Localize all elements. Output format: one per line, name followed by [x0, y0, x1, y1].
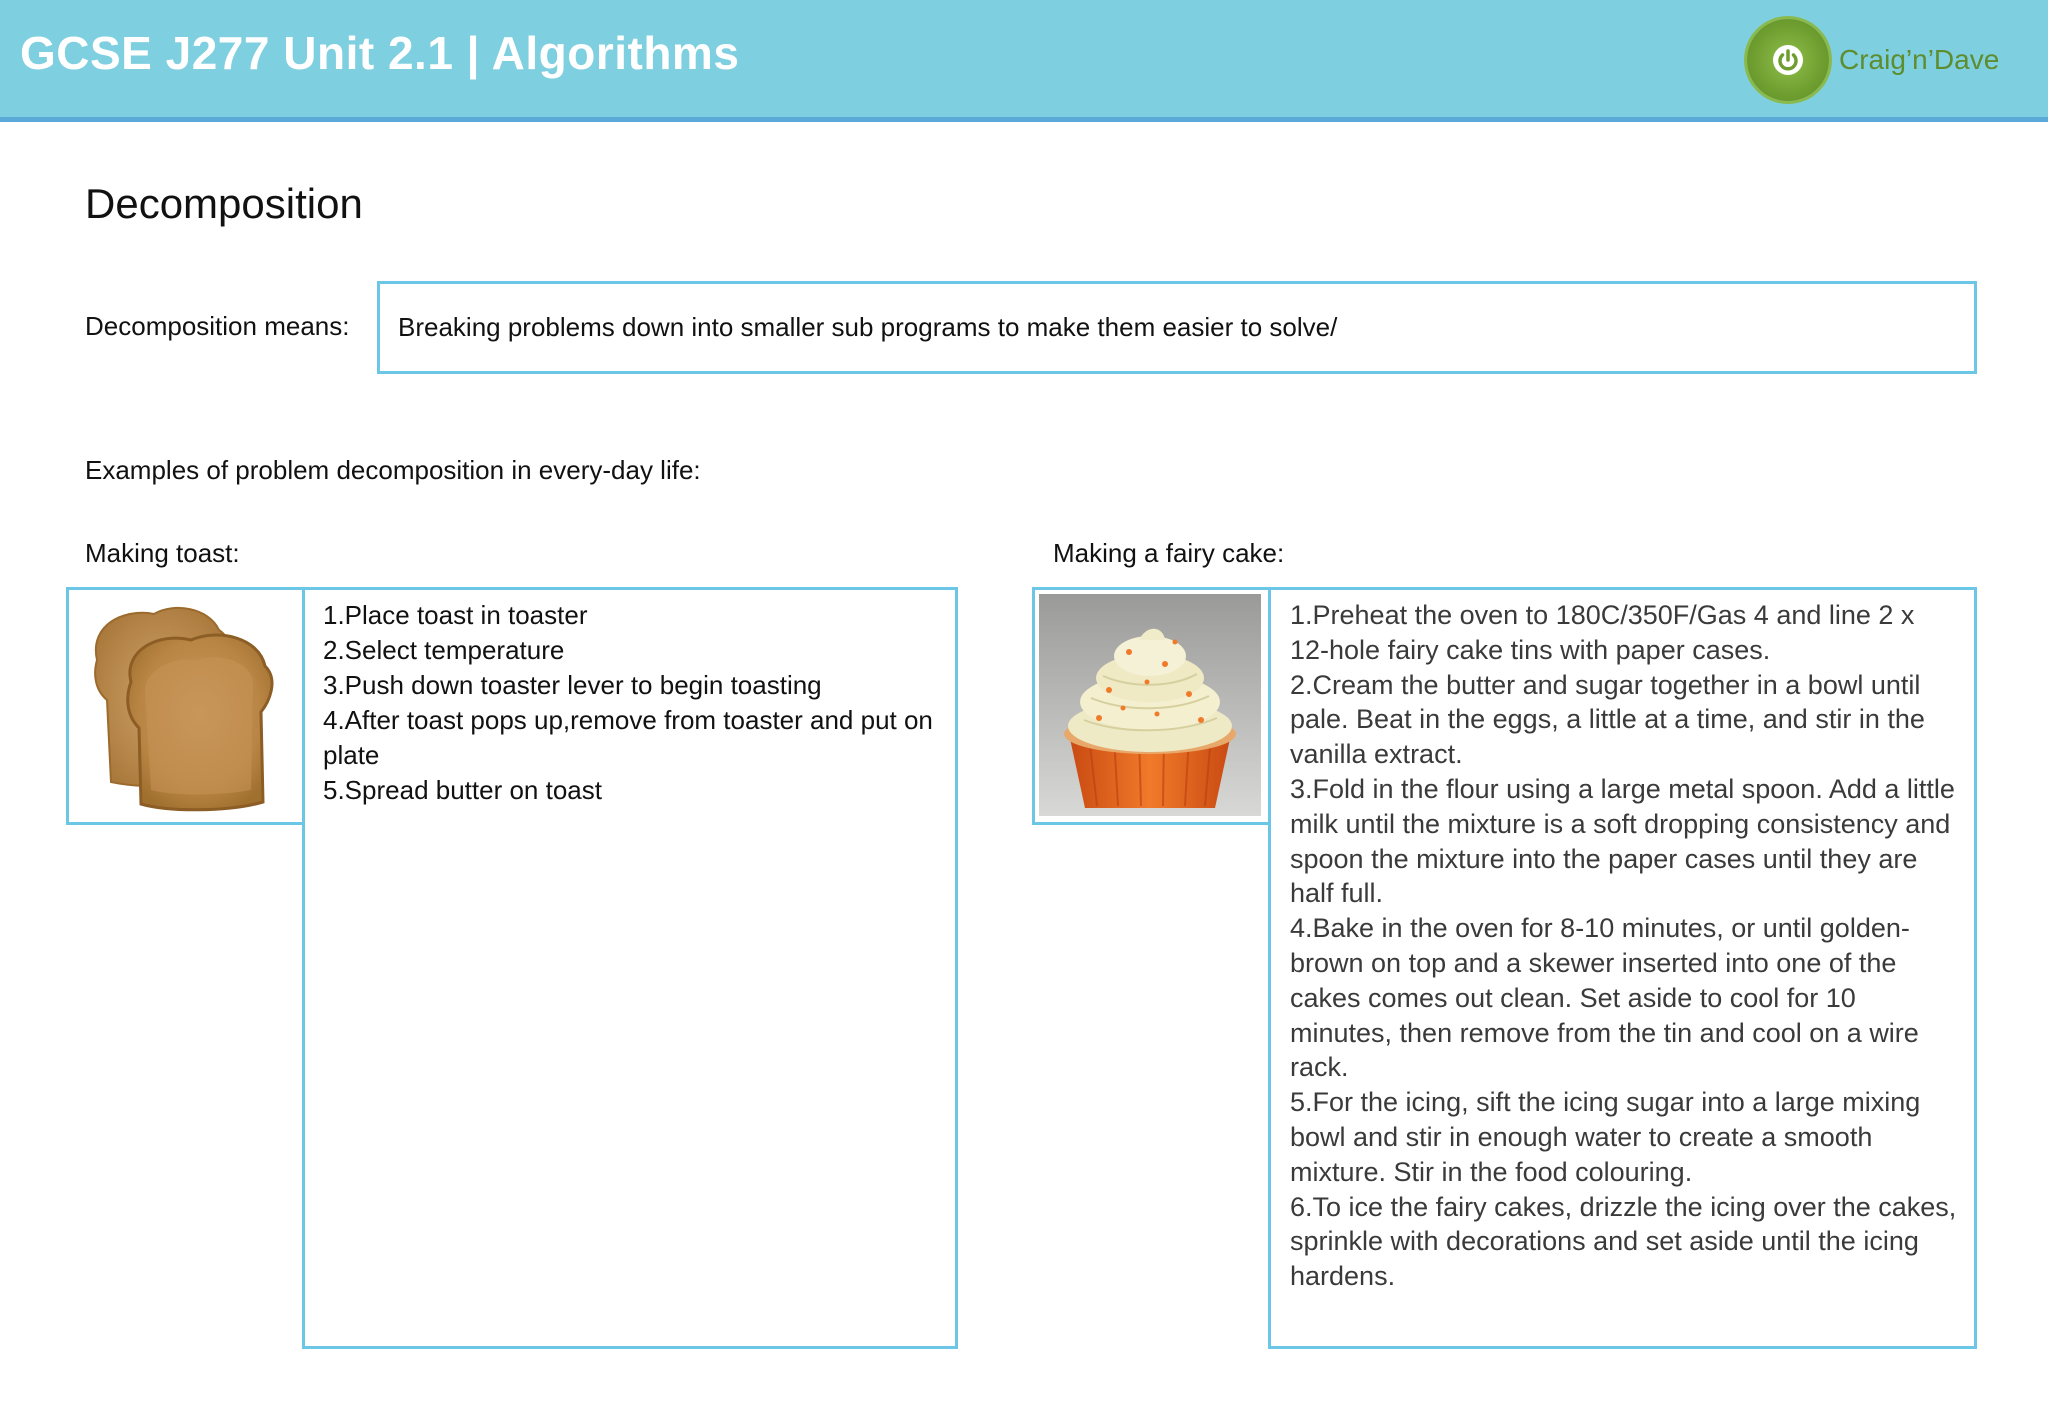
header-bar [0, 0, 2048, 122]
toast-step: 3.Push down toaster lever to begin toasting [323, 670, 822, 700]
toast-steps-box[interactable] [302, 587, 958, 1349]
definition-answer: Breaking problems down into smaller sub programs to make them easier to solve/ [398, 312, 1338, 342]
craig-n-dave-logo [1747, 20, 1999, 100]
cake-step: 4.Bake in the oven for 8-10 minutes, or until golden-brown on top and a skewer inserted into one of the cakes comes out clean. Set aside to cool for 10 minutes, then remove from the tin and cool on a wire rack. [1290, 913, 1919, 1083]
toast-label: Making toast: [85, 538, 240, 568]
examples-heading: Examples of problem decomposition in every-day life: [85, 455, 701, 485]
power-icon [1772, 44, 1804, 76]
toast-step: 4.After toast pops up,remove from toaster and put on plate [323, 705, 933, 770]
cake-step: 3.Fold in the flour using a large metal spoon. Add a little milk until the mixture is a soft dropping consistency and spoon the mixture into the paper cases until they are half full. [1290, 773, 1955, 909]
page-title: Decomposition [85, 180, 363, 227]
cake-step: 5.For the icing, sift the icing sugar into a large mixing bowl and stir in enough water to create a smooth mixture. Stir in the food colouring. [1290, 1087, 1921, 1187]
logo-badge [1747, 19, 1829, 101]
cake-step: 2.Cream the butter and sugar together in a bowl until pale. Beat in the eggs, a little at a time, and stir in the vanilla extract. [1290, 669, 1925, 770]
definition-answer-box[interactable] [377, 281, 1977, 374]
toast-image-frame [66, 587, 306, 825]
toast-step: 2.Select temperature [323, 635, 565, 665]
cupcake-image-frame [1032, 587, 1272, 825]
toast-step: 5.Spread butter on toast [323, 775, 602, 805]
cake-steps-box[interactable] [1268, 587, 1977, 1349]
cake-step: 1.Preheat the oven to 180C/350F/Gas 4 and line 2 x 12-hole fairy cake tins with paper cases. [1290, 600, 1915, 665]
toast-image [69, 590, 303, 822]
cupcake-image [1039, 594, 1273, 826]
cake-steps-list [1290, 598, 1960, 1294]
toast-steps-list [323, 598, 937, 808]
header-title: GCSE J277 Unit 2.1 | Algorithms [20, 27, 740, 79]
cake-step: 6.To ice the fairy cakes, drizzle the icing over the cakes, sprinkle with decorations and set aside until the icing hardens. [1290, 1191, 1957, 1292]
toast-step: 1.Place toast in toaster [323, 600, 588, 630]
logo-text: Craig’n’Dave [1839, 44, 2000, 75]
definition-label: Decomposition means: [85, 311, 350, 341]
cake-label: Making a fairy cake: [1053, 538, 1285, 568]
